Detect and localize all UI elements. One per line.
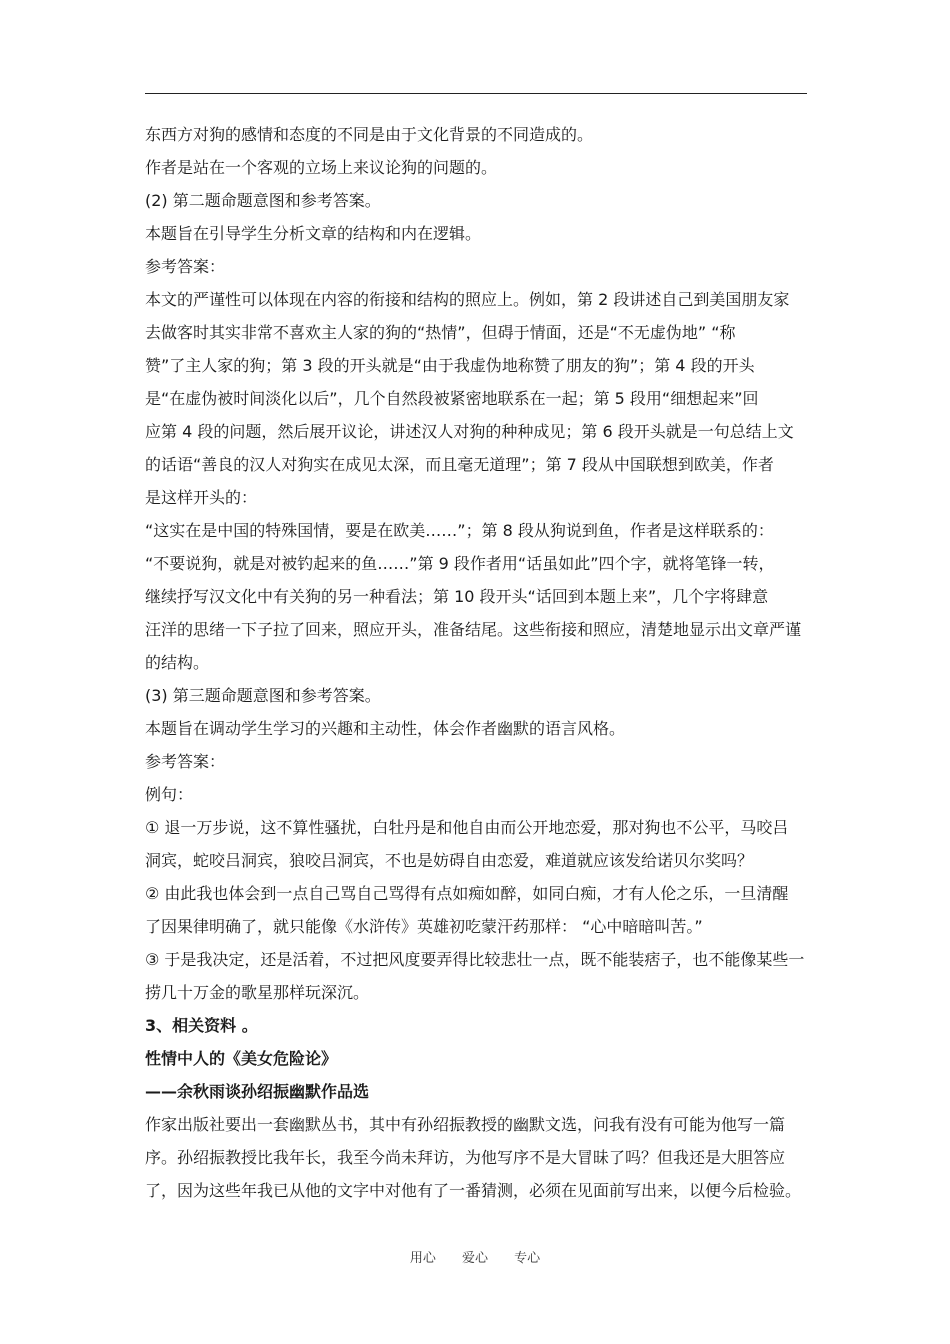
text-line: 是这样开头的： xyxy=(145,488,258,507)
section-heading-line: 性情中人的《美女危险论》 xyxy=(145,1049,338,1068)
text-line: 的结构。 xyxy=(145,653,210,672)
text-line: 是“在虚伪被时间淡化以后”，几个自然段被紧密地联系在一起；第 5 段用“细想起来”回 xyxy=(145,389,759,408)
text-line: 作者是站在一个客观的立场上来议论狗的问题的。 xyxy=(145,158,498,177)
document-body xyxy=(145,118,809,1207)
text-line: 例句： xyxy=(145,785,194,804)
footer-word-2: 爱心 xyxy=(461,1251,488,1266)
page-footer xyxy=(0,1247,950,1266)
text-line: 参考答案： xyxy=(145,257,226,276)
text-line: 捞几十万金的歌星那样玩深沉。 xyxy=(145,983,370,1002)
section-heading-line: ——余秋雨谈孙绍振幽默作品选 xyxy=(145,1082,370,1101)
footer-word-3: 专心 xyxy=(514,1251,541,1266)
text-line: 本题旨在引导学生分析文章的结构和内在逻辑。 xyxy=(145,224,482,243)
text-line: 洞宾，蛇咬吕洞宾，狼咬吕洞宾，不也是妨碍自由恋爱，难道就应该发给诺贝尔奖吗？ xyxy=(145,851,754,870)
text-line: 参考答案： xyxy=(145,752,226,771)
text-line: 了，因为这些年我已从他的文字中对他有了一番猜测，必须在见面前写出来，以便今后检验。 xyxy=(145,1181,802,1200)
text-line: ② 由此我也体会到一点自己骂自己骂得有点如痴如醉，如同白痴，才有人伦之乐，一旦清醒 xyxy=(145,884,789,903)
text-line: 本题旨在调动学生学习的兴趣和主动性，体会作者幽默的语言风格。 xyxy=(145,719,626,738)
text-line: 序。孙绍振教授比我年长，我至今尚未拜访，为他写序不是大冒昧了吗？但我还是大胆答应 xyxy=(145,1148,786,1167)
text-line: (2) 第二题命题意图和参考答案。 xyxy=(145,191,381,210)
text-line: 作家出版社要出一套幽默丛书，其中有孙绍振教授的幽默文选，问我有没有可能为他写一篇 xyxy=(145,1115,786,1134)
text-line: 汪洋的思绪一下子拉了回来，照应开头，准备结尾。这些衔接和照应，清楚地显示出文章严谨 xyxy=(145,620,802,639)
text-line: ① 退一万步说，这不算性骚扰，白牡丹是和他自由而公开地恋爱，那对狗也不公平，马咬吕 xyxy=(145,818,789,837)
text-line: 继续抒写汉文化中有关狗的另一种看法；第 10 段开头“话回到本题上来”，几个字将肆意 xyxy=(145,587,769,606)
text-line: 东西方对狗的感情和态度的不同是由于文化背景的不同造成的。 xyxy=(145,125,594,144)
text-line: 赞”了主人家的狗；第 3 段的开头就是“由于我虚伪地称赞了朋友的狗”；第 4 段的开头 xyxy=(145,356,755,375)
section-heading-line: 3、相关资料 。 xyxy=(145,1016,258,1035)
text-line: 本文的严谨性可以体现在内容的衔接和结构的照应上。例如，第 2 段讲述自己到美国朋友家 xyxy=(145,290,790,309)
text-line: 了因果律明确了，就只能像《水浒传》英雄初吃蒙汗药那样： “心中暗暗叫苦。” xyxy=(145,917,703,936)
text-line: 应第 4 段的问题，然后展开议论，讲述汉人对狗的种种成见；第 6 段开头就是一句总结上文 xyxy=(145,422,794,441)
footer-word-1: 用心 xyxy=(409,1251,436,1266)
text-line: “这实在是中国的特殊国情，要是在欧美……”；第 8 段从狗说到鱼，作者是这样联系的： xyxy=(145,521,774,540)
text-line: 去做客时其实非常不喜欢主人家的狗的“热情”，但碍于情面，还是“不无虚伪地” “称 xyxy=(145,323,736,342)
text-line: “不要说狗，就是对被钓起来的鱼……”第 9 段作者用“话虽如此”四个字，就将笔锋一转， xyxy=(145,554,775,573)
header-rule xyxy=(145,93,807,94)
text-line: (3) 第三题命题意图和参考答案。 xyxy=(145,686,381,705)
text-line: ③ 于是我决定，还是活着，不过把风度要弄得比较悲壮一点，既不能装痞子，也不能像某些一 xyxy=(145,950,805,969)
text-line: 的话语“善良的汉人对狗实在成见太深，而且毫无道理”；第 7 段从中国联想到欧美，作者 xyxy=(145,455,774,474)
